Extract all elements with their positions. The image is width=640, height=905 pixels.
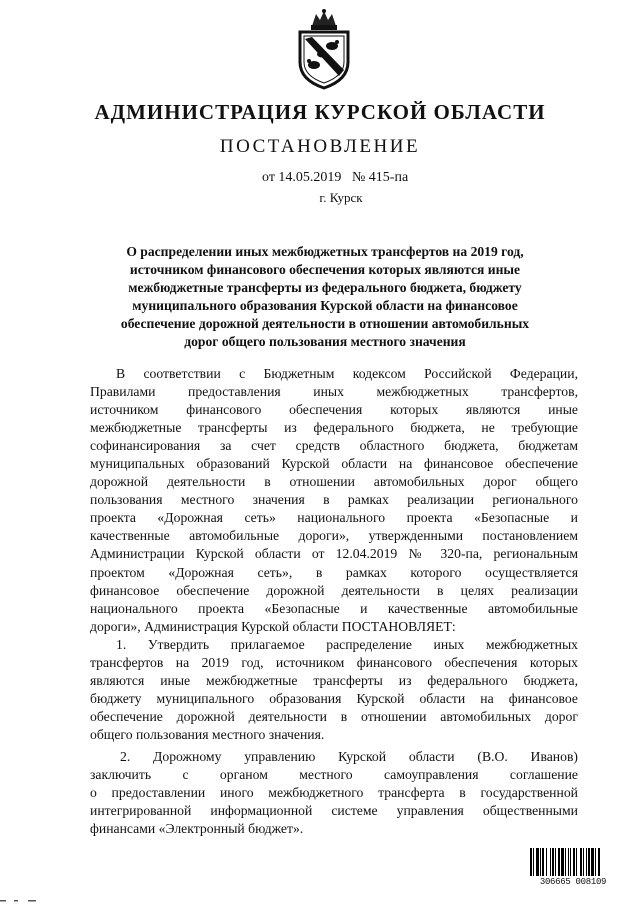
body-line: Правилами предоставления иных межбюджетных трансфертов, — [90, 384, 578, 400]
heading-line: О распределении иных межбюджетных трансфертов на 2019 год, — [126, 244, 524, 259]
heading-line: источником финансового обеспечения которых являются иные — [129, 262, 521, 277]
document-date: от 14.05.2019 — [262, 170, 342, 185]
document-number: № 415-па — [351, 170, 409, 185]
body-line: пользования местного значения в рамках реализации регионального — [90, 492, 578, 508]
body-line: являются иные межбюджетные трансферты из федерального бюджета, — [90, 672, 578, 688]
document-body — [90, 365, 578, 838]
body-line: национального проекта «Безопасные и качественные автомобильные — [90, 600, 578, 616]
body-line: источником финансового обеспечения которых являются иные — [90, 402, 578, 418]
body-line: финансами «Электронный бюджет». — [90, 821, 304, 837]
document-city: г. Курск — [319, 190, 363, 205]
body-line: финансовое обеспечение дорожной деятельности в целях реализации — [90, 582, 578, 598]
document-date-number — [262, 170, 408, 186]
body-line: 2. Дорожному управлению Курской области (В.О. Иванов) — [120, 748, 578, 764]
body-line: обеспечение дорожной деятельности в отношении автомобильных дорог — [90, 708, 578, 724]
barcode-bars — [530, 848, 616, 876]
scan-edge-mark — [0, 899, 50, 903]
document-heading — [95, 243, 555, 351]
barcode-number: 306665 008109 — [539, 877, 607, 887]
heading-line: дорог общего пользования местного значения — [184, 334, 466, 349]
body-line: заключить с органом местного самоуправления соглашение — [90, 767, 578, 783]
body-line: межбюджетные трансферты из федерального бюджета, не требующие — [90, 420, 578, 436]
paragraph-item-1 — [90, 636, 578, 744]
body-line: дорожной деятельности в отношении автомобильных дорог общего — [90, 474, 578, 490]
paragraph-item-2 — [90, 748, 578, 838]
body-line: Администрации Курской области от 12.04.2019 № 320-па, региональным — [90, 546, 578, 562]
body-line: муниципальных образований Курской области на финансовое обеспечение — [90, 456, 578, 472]
body-line: о предоставлении иного межбюджетного трансферта в государственной — [90, 785, 578, 801]
kursk-coat-of-arms-icon — [292, 8, 356, 90]
body-line: 1. Утвердить прилагаемое распределение иных межбюджетных — [116, 636, 578, 652]
body-line: качественные автомобильные дороги», утвержденными постановлением — [90, 528, 578, 544]
body-line: общего пользования местного значения. — [90, 726, 325, 742]
heading-line: муниципального образования Курской области на финансовое — [132, 298, 518, 313]
barcode — [530, 848, 616, 892]
heading-line: обеспечение дорожной деятельности в отношении автомобильных — [120, 316, 530, 331]
heading-line: межбюджетные трансферты из федерального бюджета, бюджету — [128, 280, 522, 295]
body-line: проекта «Дорожная сеть» национального проекта «Безопасные и — [90, 510, 578, 526]
body-line: проектом «Дорожная сеть», в рамках которого осуществляется — [90, 564, 578, 580]
body-line: В соответствии с Бюджетным кодексом Российской Федерации, — [116, 366, 578, 381]
body-line: интегрированной информационной системе управления общественными — [90, 803, 578, 819]
body-line: дороги», Администрация Курской области ПОСТАНОВЛЯЕТ: — [90, 618, 456, 634]
organization-title: АДМИНИСТРАЦИЯ КУРСКОЙ ОБЛАСТИ — [94, 100, 546, 124]
body-line: трансфертов на 2019 год, источником финансового обеспечения которых — [90, 654, 578, 670]
body-line: софинансирования за счет средств областного бюджета, бюджетам — [90, 438, 578, 454]
body-line: бюджету муниципального образования Курской области на финансовое — [90, 690, 578, 706]
paragraph-preamble — [90, 365, 578, 636]
document-type: ПОСТАНОВЛЕНИЕ — [219, 136, 421, 157]
